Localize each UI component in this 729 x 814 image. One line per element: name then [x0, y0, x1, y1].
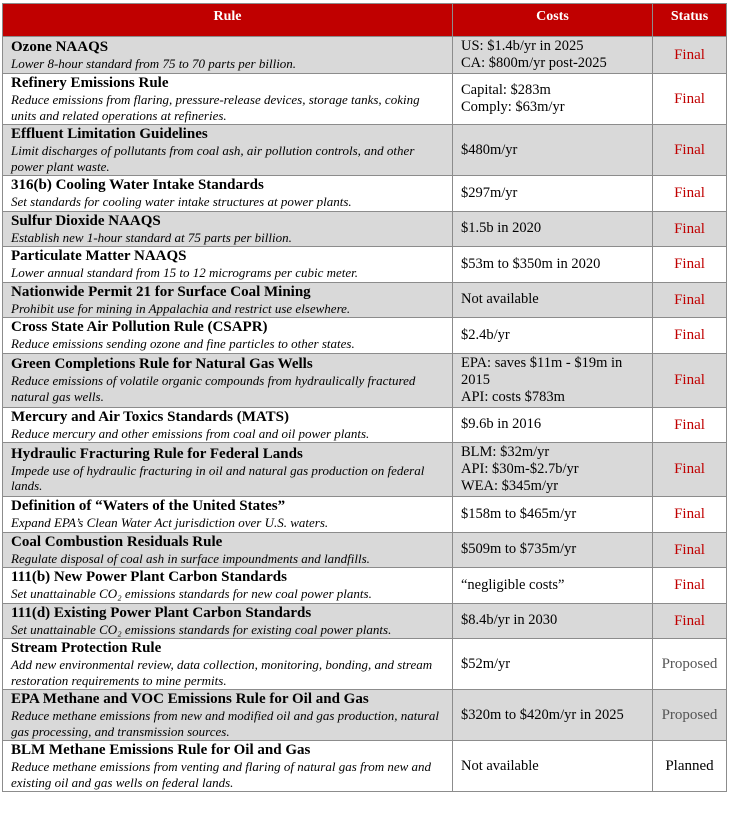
- rule-description: Establish new 1-hour standard at 75 parts per billion.: [11, 229, 292, 245]
- rule-status: Proposed: [661, 655, 718, 672]
- rule-cost: $297m/yr: [461, 184, 518, 201]
- status-cell: [653, 532, 727, 568]
- table-row: [3, 125, 727, 176]
- rule-cost: $2.4b/yr: [461, 326, 510, 343]
- rule-description: Lower annual standard from 15 to 12 micrograms per cubic meter.: [11, 265, 359, 280]
- rule-name: Refinery Emissions Rule: [11, 75, 169, 91]
- table-row: [3, 282, 727, 318]
- cost-cell: [453, 125, 653, 176]
- rule-description: Reduce methane emissions from venting and flaring of natural gas from new and existing oil and gas wells on federal lands.: [11, 759, 432, 790]
- rule-status: Final: [674, 256, 705, 272]
- rule-status: Final: [674, 506, 705, 522]
- table-row: [3, 318, 727, 354]
- rule-description: Regulate disposal of coal ash in surface impoundments and landfills.: [11, 550, 370, 566]
- cost-cell: [453, 74, 653, 125]
- rule-status: Final: [674, 185, 705, 201]
- rule-status: Planned: [665, 757, 714, 774]
- rule-name: Stream Protection Rule: [11, 640, 162, 656]
- cost-cell: [453, 690, 653, 741]
- rule-cost: “negligible costs”: [461, 576, 565, 593]
- rule-name: BLM Methane Emissions Rule for Oil and Gas: [11, 742, 311, 758]
- cost-cell: [453, 603, 653, 639]
- regulations-table: [2, 3, 727, 792]
- header-row: [3, 4, 727, 37]
- rule-cell: [3, 247, 453, 283]
- rule-cell: [3, 741, 453, 792]
- rule-cell: [3, 37, 453, 74]
- rule-cost: $52m/yr: [461, 655, 511, 672]
- status-cell: [653, 568, 727, 604]
- rule-name: Nationwide Permit 21 for Surface Coal Mining: [11, 283, 311, 300]
- cost-cell: [453, 176, 653, 212]
- status-cell: [653, 318, 727, 354]
- rule-name: 316(b) Cooling Water Intake Standards: [11, 177, 264, 193]
- rule-cell: [3, 282, 453, 318]
- rule-cost: $9.6b in 2016: [461, 416, 542, 433]
- rule-cell: [3, 407, 453, 443]
- table-row: [3, 690, 727, 741]
- rule-cell: [3, 639, 453, 690]
- rule-cost: Not available: [461, 757, 539, 774]
- status-cell: [653, 603, 727, 639]
- table-row: [3, 74, 727, 125]
- status-cell: [653, 741, 727, 792]
- cost-cell: [453, 282, 653, 318]
- rule-cell: [3, 497, 453, 533]
- rule-status: Final: [674, 220, 705, 237]
- rule-description: Set unattainable CO₂ emissions standards for existing coal power plants.: [11, 621, 392, 637]
- rule-cost: $320m to $420m/yr in 2025: [461, 706, 624, 723]
- cost-cell: [453, 639, 653, 690]
- rule-name: Definition of “Waters of the United States”: [11, 498, 286, 514]
- table-row: [3, 211, 727, 247]
- rule-description: Add new environmental review, data collection, monitoring, bonding, and stream restoration requirements to mine permits.: [11, 657, 433, 688]
- rule-name: Hydraulic Fracturing Rule for Federal Lands: [11, 445, 303, 462]
- rule-status: Final: [674, 461, 705, 478]
- table-row: [3, 568, 727, 604]
- cost-cell: [453, 568, 653, 604]
- status-cell: [653, 282, 727, 318]
- rule-cost: EPA: saves $11m - $19m in 2015 API: costs $783m: [461, 354, 623, 405]
- rule-name: EPA Methane and VOC Emissions Rule for Oil and Gas: [11, 691, 369, 707]
- table-row: [3, 247, 727, 283]
- table-row: [3, 407, 727, 443]
- rule-cost: Capital: $283m Comply: $63m/yr: [461, 82, 565, 115]
- status-cell: [653, 125, 727, 176]
- rule-cost: US: $1.4b/yr in 2025 CA: $800m/yr post-2025: [461, 38, 607, 71]
- status-cell: [653, 211, 727, 247]
- rule-cell: [3, 603, 453, 639]
- cost-cell: [453, 443, 653, 497]
- rule-name: 111(b) New Power Plant Carbon Standards: [11, 569, 287, 585]
- rule-cost: BLM: $32m/yr API: $30m-$2.7b/yr WEA: $345m/yr: [461, 444, 579, 494]
- status-cell: [653, 74, 727, 125]
- rule-name: Coal Combustion Residuals Rule: [11, 533, 223, 550]
- rule-name: 111(d) Existing Power Plant Carbon Standards: [11, 604, 312, 621]
- rule-status: Final: [674, 371, 705, 388]
- rule-description: Set standards for cooling water intake structures at power plants.: [11, 194, 352, 209]
- cost-cell: [453, 318, 653, 354]
- rule-status: Final: [674, 577, 705, 593]
- cost-cell: [453, 247, 653, 283]
- table-body: [3, 37, 727, 792]
- rule-name: Sulfur Dioxide NAAQS: [11, 212, 161, 229]
- rule-cell: [3, 211, 453, 247]
- table-row: [3, 532, 727, 568]
- rule-name: Green Completions Rule for Natural Gas Wells: [11, 356, 313, 372]
- header-status: Status: [653, 4, 727, 37]
- cost-cell: [453, 37, 653, 74]
- status-cell: [653, 353, 727, 407]
- rule-status: Final: [674, 291, 705, 308]
- cost-cell: [453, 532, 653, 568]
- rule-cost: $1.5b in 2020: [461, 220, 542, 237]
- rule-cost: $480m/yr: [461, 141, 518, 158]
- header-costs: Costs: [453, 4, 653, 37]
- table-row: [3, 639, 727, 690]
- rule-cost: $8.4b/yr in 2030: [461, 612, 558, 629]
- rule-status: Final: [674, 541, 705, 558]
- rule-description: Reduce emissions from flaring, pressure-release devices, storage tanks, coking units and related operations at refineries.: [11, 92, 420, 123]
- rule-status: Proposed: [661, 706, 718, 723]
- rule-cost: $53m to $350m in 2020: [461, 255, 601, 272]
- table-row: [3, 37, 727, 74]
- status-cell: [653, 176, 727, 212]
- rule-description: Impede use of hydraulic fracturing in oil and natural gas production on federal lands.: [11, 462, 425, 493]
- rule-description: Prohibit use for mining in Appalachia and restrict use elsewhere.: [11, 300, 351, 316]
- cost-cell: [453, 497, 653, 533]
- status-cell: [653, 247, 727, 283]
- status-cell: [653, 639, 727, 690]
- rule-description: Lower 8-hour standard from 75 to 70 parts per billion.: [11, 55, 297, 71]
- rule-cell: [3, 176, 453, 212]
- rule-cell: [3, 318, 453, 354]
- rule-name: Mercury and Air Toxics Standards (MATS): [11, 408, 289, 425]
- rule-cell: [3, 532, 453, 568]
- rule-cell: [3, 353, 453, 407]
- cost-cell: [453, 211, 653, 247]
- rule-status: Final: [674, 141, 705, 158]
- rule-description: Reduce emissions of volatile organic compounds from hydraulically fractured natural gas wells.: [11, 373, 416, 404]
- rule-cell: [3, 443, 453, 497]
- rule-status: Final: [674, 46, 705, 63]
- status-cell: [653, 407, 727, 443]
- rule-cost: $509m to $735m/yr: [461, 541, 577, 558]
- rule-status: Final: [674, 612, 705, 629]
- status-cell: [653, 690, 727, 741]
- header-rule: Rule: [3, 4, 453, 37]
- rule-cost: Not available: [461, 291, 539, 308]
- cost-cell: [453, 741, 653, 792]
- rule-cost: $158m to $465m/yr: [461, 505, 577, 522]
- rule-description: Reduce emissions sending ozone and fine particles to other states.: [11, 336, 355, 351]
- rule-name: Particulate Matter NAAQS: [11, 248, 187, 264]
- status-cell: [653, 497, 727, 533]
- rule-description: Limit discharges of pollutants from coal ash, air pollution controls, and other power plant waste.: [11, 143, 415, 174]
- rule-status: Final: [674, 327, 705, 343]
- table-row: [3, 443, 727, 497]
- rule-description: Expand EPA’s Clean Water Act jurisdiction over U.S. waters.: [11, 515, 329, 530]
- rule-status: Final: [674, 416, 705, 433]
- rule-cell: [3, 568, 453, 604]
- table-row: [3, 741, 727, 792]
- table-row: [3, 497, 727, 533]
- rule-name: Cross State Air Pollution Rule (CSAPR): [11, 319, 268, 335]
- cost-cell: [453, 407, 653, 443]
- table-row: [3, 176, 727, 212]
- rule-description: Reduce methane emissions from new and modified oil and gas production, natural gas processing, and transmission sources.: [11, 708, 439, 739]
- table-row: [3, 353, 727, 407]
- rule-status: Final: [674, 90, 705, 107]
- cost-cell: [453, 353, 653, 407]
- rule-name: Effluent Limitation Guidelines: [11, 126, 208, 142]
- status-cell: [653, 443, 727, 497]
- rule-cell: [3, 125, 453, 176]
- rule-cell: [3, 690, 453, 741]
- rule-description: Set unattainable CO₂ emissions standards for new coal power plants.: [11, 586, 372, 601]
- rule-description: Reduce mercury and other emissions from coal and oil power plants.: [11, 425, 370, 441]
- table-row: [3, 603, 727, 639]
- rule-name: Ozone NAAQS: [11, 38, 109, 55]
- rule-cell: [3, 74, 453, 125]
- status-cell: [653, 37, 727, 74]
